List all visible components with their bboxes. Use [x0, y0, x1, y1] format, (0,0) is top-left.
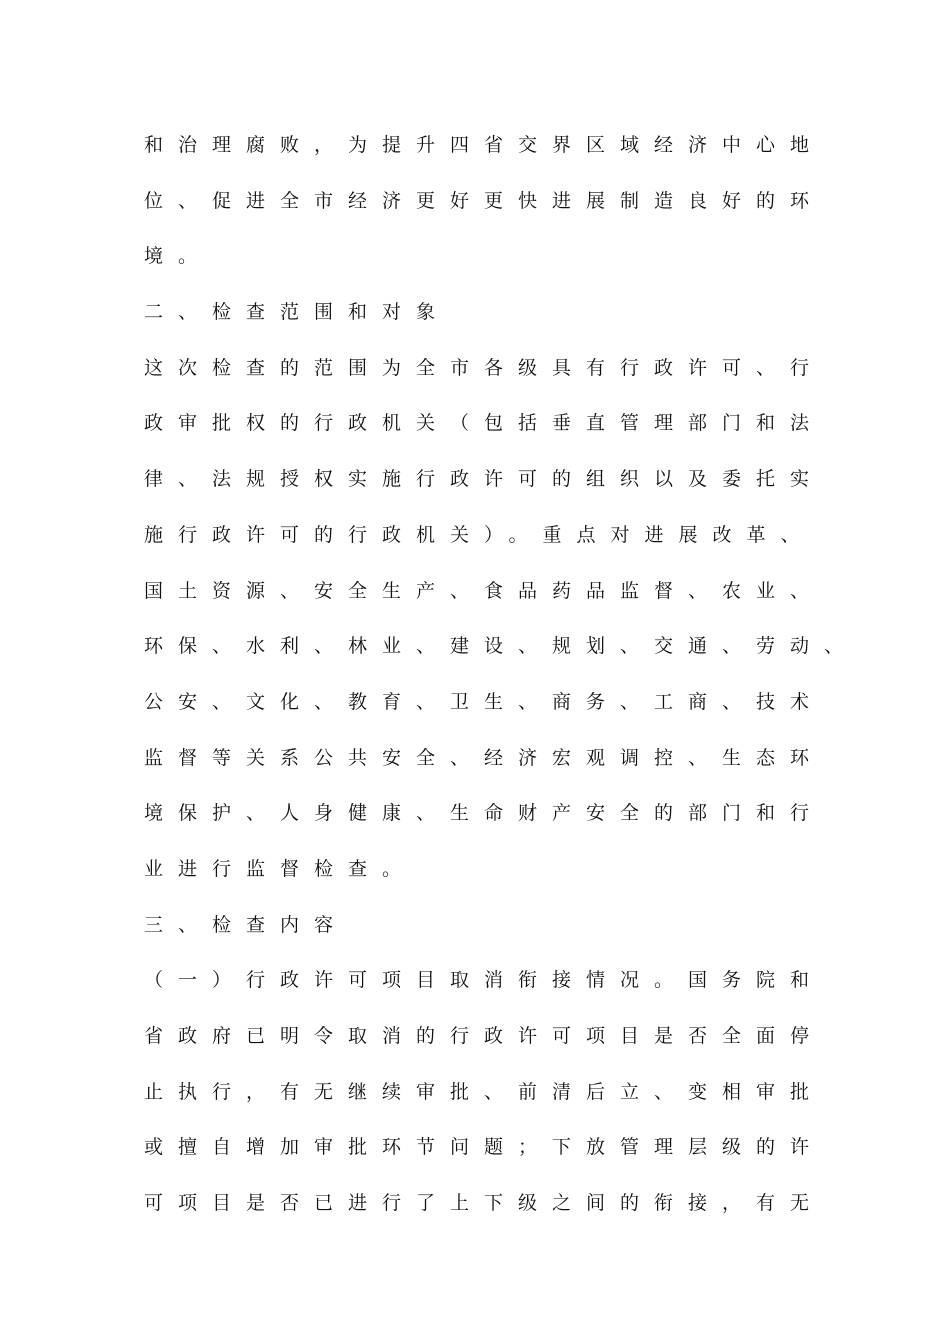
- text-line: 境。: [144, 245, 213, 268]
- text-line: 位、促进全市经济更好更快进展制造良好的环: [144, 189, 825, 212]
- text-line: 业进行监督检查。: [144, 857, 417, 880]
- text-line: 施行政许可的行政机关）。重点对进展改革、: [144, 523, 815, 546]
- text-line: 止执行，有无继续审批、前清后立、变相审批: [144, 1080, 825, 1103]
- text-line: 环保、水利、林业、建设、规划、交通、劳动、: [144, 635, 859, 658]
- text-line: 境保护、人身健康、生命财产安全的部门和行: [144, 802, 825, 825]
- text-line: 国土资源、安全生产、食品药品监督、农业、: [144, 579, 825, 602]
- text-line: 省政府已明令取消的行政许可项目是否全面停: [144, 1025, 825, 1047]
- text-line: 和治理腐败，为提升四省交界区域经济中心地: [144, 134, 825, 156]
- body-text: [144, 128, 859, 1242]
- section-heading: 三、检查内容: [144, 913, 349, 936]
- text-line: 公安、文化、教育、卫生、商务、工商、技术: [144, 690, 825, 713]
- text-line: 政审批权的行政机关（包括垂直管理部门和法: [144, 412, 825, 435]
- text-line: （一）行政许可项目取消衔接情况。国务院和: [144, 969, 825, 992]
- text-line: 这次检查的范围为全市各级具有行政许可、行: [144, 356, 825, 379]
- text-line: 监督等关系公共安全、经济宏观调控、生态环: [144, 746, 825, 769]
- text-line: 律、法规授权实施行政许可的组织以及委托实: [144, 468, 825, 491]
- text-line: 可项目是否已进行了上下级之间的衔接，有无: [144, 1192, 825, 1215]
- section-heading: 二、检查范围和对象: [144, 301, 451, 324]
- text-line: 或擅自增加审批环节问题；下放管理层级的许: [144, 1136, 825, 1159]
